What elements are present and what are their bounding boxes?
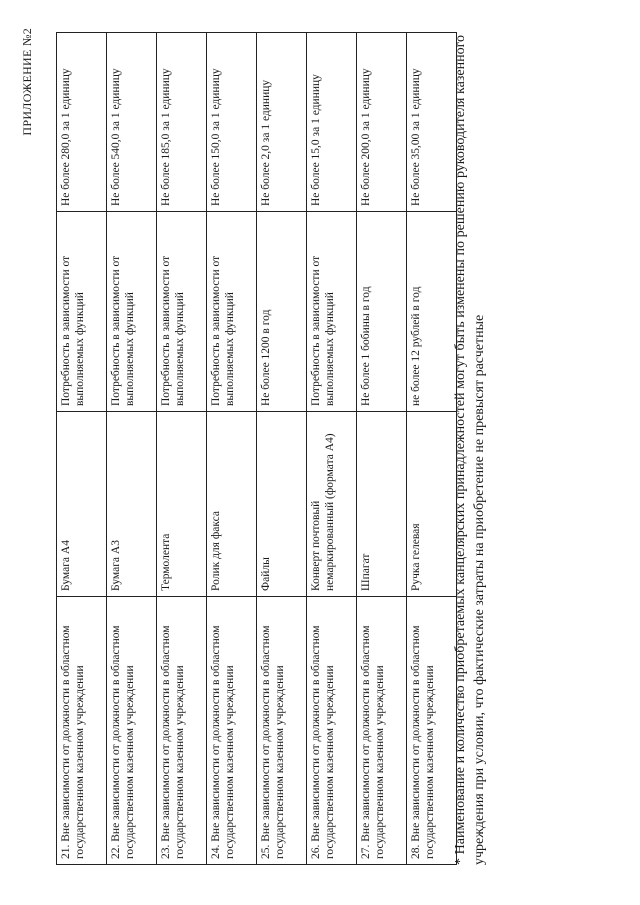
item-cell: Конверт почтовый немаркированный (формата А4) [307,412,357,597]
item-cell: Термолента [157,412,207,597]
quantity-cell: не более 12 рублей в год [407,212,457,412]
item-cell: Файлы [257,412,307,597]
footnote: * Наименование и количество приобретаемых канцелярских принадлежностей могут быть изменены по решению руководителя казенного учреждения при условии, что фактические затраты на приобретение не превысят расчетные [453,35,487,865]
price-cell: Не более 15,0 за 1 единицу [307,33,357,212]
quantity-cell: Потребность в зависимости от выполняемых функций [157,212,207,412]
price-cell: Не более 185,0 за 1 единицу [157,33,207,212]
position-cell: 26. Вне зависимости от должности в областном государственном казенном учреждении [307,597,357,865]
item-cell: Ролик для факса [207,412,257,597]
quantity-cell: Потребность в зависимости от выполняемых функций [57,212,107,412]
supplies-table [56,32,457,865]
position-cell: 21. Вне зависимости от должности в областном государственном казенном учреждении [57,597,107,865]
item-cell: Ручка гелевая [407,412,457,597]
quantity-cell: Потребность в зависимости от выполняемых функций [307,212,357,412]
position-cell: 23. Вне зависимости от должности в областном государственном казенном учреждении [157,597,207,865]
quantity-cell: Потребность в зависимости от выполняемых функций [107,212,157,412]
appendix-label: ПРИЛОЖЕНИЕ №2 [20,28,34,136]
table-row [157,33,207,865]
quantity-cell: Не более 1200 в год [257,212,307,412]
position-cell: 25. Вне зависимости от должности в областном государственном казенном учреждении [257,597,307,865]
table-row [307,33,357,865]
price-cell: Не более 280,0 за 1 единицу [57,33,107,212]
quantity-cell: Потребность в зависимости от выполняемых функций [207,212,257,412]
table-row [257,33,307,865]
table-row [57,33,107,865]
table-row [407,33,457,865]
price-cell: Не более 35,00 за 1 единицу [407,33,457,212]
price-cell: Не более 540,0 за 1 единицу [107,33,157,212]
table-row [107,33,157,865]
table-row [357,33,407,865]
price-cell: Не более 2,0 за 1 единицу [257,33,307,212]
position-cell: 24. Вне зависимости от должности в областном государственном казенном учреждении [207,597,257,865]
price-cell: Не более 200,0 за 1 единицу [357,33,407,212]
price-cell: Не более 150,0 за 1 единицу [207,33,257,212]
table-row [207,33,257,865]
quantity-cell: Не более 1 бобины в год [357,212,407,412]
position-cell: 28. Вне зависимости от должности в областном государственном казенном учреждении [407,597,457,865]
item-cell: Бумага А3 [107,412,157,597]
position-cell: 22. Вне зависимости от должности в областном государственном казенном учреждении [107,597,157,865]
item-cell: Шпагат [357,412,407,597]
position-cell: 27. Вне зависимости от должности в областном государственном казенном учреждении [357,597,407,865]
item-cell: Бумага А4 [57,412,107,597]
